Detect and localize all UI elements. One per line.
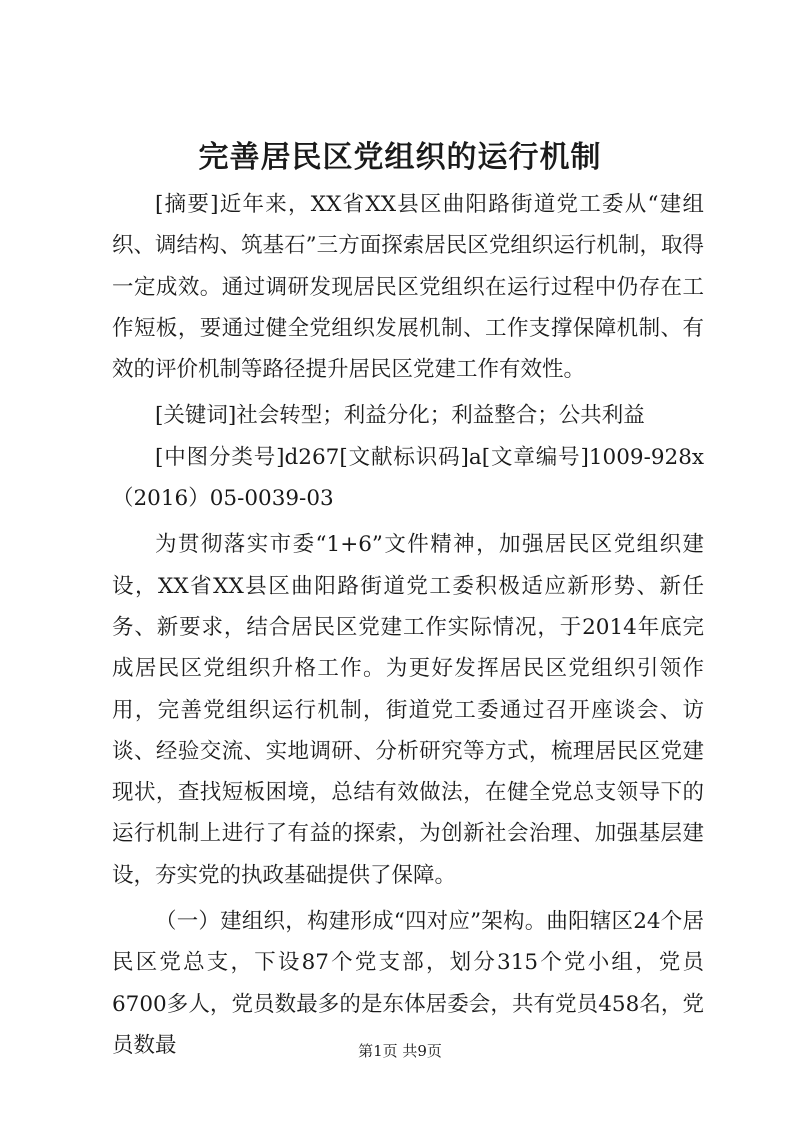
section-one-paragraph: （一）建组织，构建形成“四对应”架构。曲阳辖区24个居民区党总支，下设87个党支部，划分315个党小组，党员6700多人，党员数最多的是东体居委会，共有党员458名，党员数最 <box>112 909 704 1058</box>
abstract-paragraph: [摘要]近年来，XX省XX县区曲阳路街道党工委从“建组织、调结构、筑基石”三方面探索居民区党组织运行机制，取得一定成效。通过调研发现居民区党组织在运行过程中仍存在工作短板，要通过健全党组织发展机制、工作支撑保障机制、有效的评价机制等路径提升居民区党建工作有效性。 <box>112 192 704 383</box>
document-title: 完善居民区党组织的运行机制 <box>198 140 602 175</box>
intro-paragraph: 为贯彻落实市委“1+6”文件精神，加强居民区党组织建设，XX省XX县区曲阳路街道党工委积极适应新形势、新任务、新要求，结合居民区党建工作实际情况，于2014年底完成居民区党组织升格工作。为更好发挥居民区党组织引领作用，完善党组织运行机制，街道党工委通过召开座谈会、访谈、经验交流、实地调研、分析研究等方式，梳理居民区党建现状，查找短板困境，总结有效做法，在健全党总支领导下的运行机制上进行了有益的探索，为创新社会治理、加强基层建设，夯实党的执政基础提供了保障。 <box>112 532 704 888</box>
document-body <box>112 184 704 1066</box>
page-footer: 第1页 共9页 <box>358 1042 442 1060</box>
classification-paragraph: [中图分类号]d267[文献标识码]a[文章编号]1009-928x（2016）05-0039-03 <box>112 444 704 512</box>
keywords-paragraph: [关键词]社会转型；利益分化；利益整合；公共利益 <box>155 403 645 429</box>
